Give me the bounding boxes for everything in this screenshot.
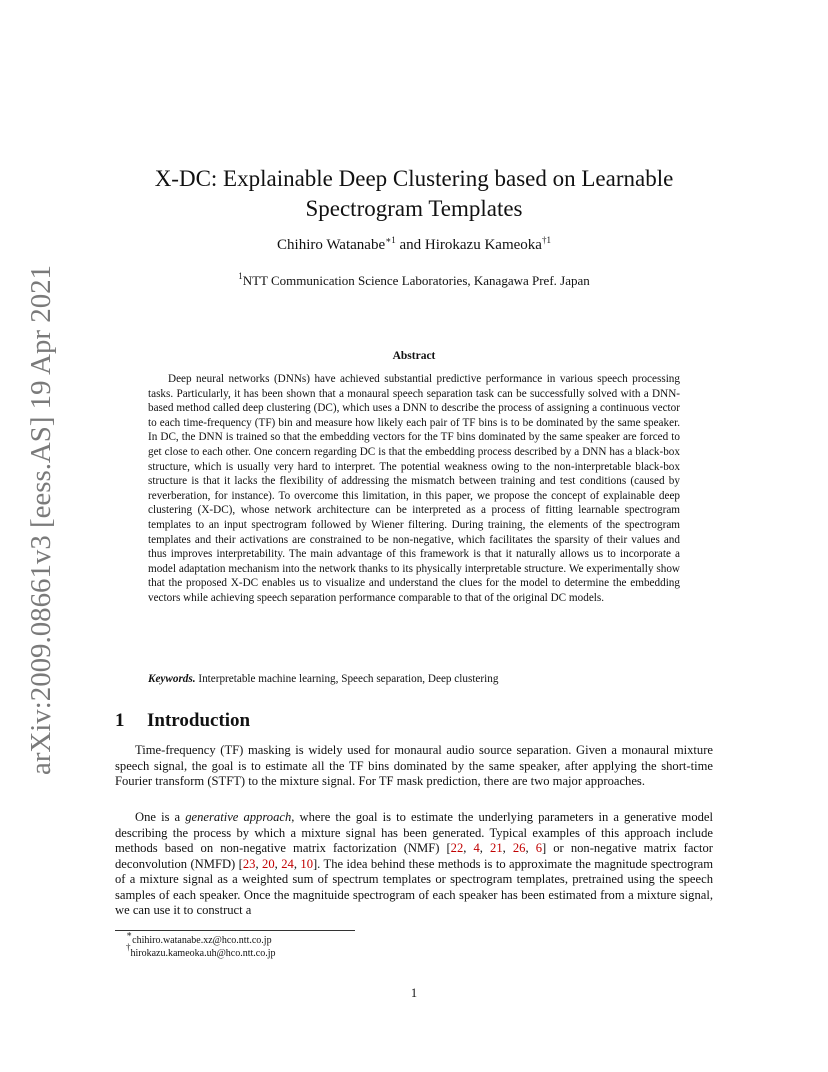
cite-sep: ,	[293, 856, 301, 871]
author-1-mark: ∗1	[385, 235, 396, 245]
author-2: Hirokazu Kameoka	[424, 237, 542, 253]
author-1: Chihiro Watanabe	[277, 237, 386, 253]
citation-link[interactable]: 24	[281, 856, 294, 871]
p2-text-b: , where the goal is to estimate the underlying parameters in a generative model describing the process by which a mixture signal has been generated. Typical examples of this approach include methods based on non-negative matrix factorization (NMF) [	[115, 810, 714, 855]
citation-link[interactable]: 6	[535, 841, 542, 855]
intro-paragraph-2	[115, 810, 713, 919]
footnote-2	[126, 942, 276, 959]
footnote-2-text: hirokazu.kameoka.uh@hco.ntt.co.jp	[130, 948, 276, 959]
p2-text-a: One is a	[135, 810, 186, 824]
keywords-text: Interpretable machine learning, Speech separation, Deep clustering	[195, 673, 499, 685]
intro-paragraph-1: Time-frequency (TF) masking is widely used for monaural audio source separation. Given a monaural mixture speech signal, the goal is to estimate all the TF bins dominated by the same speaker, after applying the short-time Fourier transform (STFT) to the mixture signal. For TF mask prediction, there are two major approaches.	[115, 743, 713, 788]
cite-sep: ,	[255, 856, 263, 871]
section-title: Introduction	[147, 710, 251, 731]
author-list	[110, 237, 718, 254]
citation-link[interactable]: 10	[300, 856, 313, 871]
p2-emphasis: generative approach	[185, 810, 292, 824]
citation-link[interactable]: 26	[512, 841, 526, 855]
cite-sep: ,	[463, 841, 474, 855]
citation-link[interactable]: 22	[450, 841, 464, 855]
keywords-label: Keywords.	[148, 673, 196, 685]
author-2-mark: †1	[541, 235, 551, 245]
affiliation	[110, 273, 718, 289]
footnote-1-mark: ∗	[126, 929, 133, 939]
footnote-1-text: chihiro.watanabe.xz@hco.ntt.co.jp	[132, 935, 272, 946]
arxiv-id: arXiv:2009.08661v3 [eess.AS] 19 Apr 2021	[26, 280, 57, 775]
author-and: and	[395, 237, 425, 253]
abstract-text: Deep neural networks (DNNs) have achieved substantial predictive performance in various speech processing tasks. Particularly, it has been shown that a monaural speech separation task can be successfully solved with a DNN-based method called deep clustering (DC), which uses a DNN to describe the process of assigning a continuous vector to each time-frequency (TF) bin and measure how likely each pair of TF bins is to be dominated by the same speaker. In DC, the DNN is trained so that the embedding vectors for the TF bins dominated by the same speaker are forced to get close to each other. One concern regarding DC is that the embedding process described by a DNN has a black-box structure, which is usually very hard to interpret. The potential weakness owing to the non-interpretable black-box structure is that it lacks the flexibility of addressing the mismatch between training and test conditions (caused by reverberation, for instance). To overcome this limitation, in this paper, we propose the concept of explainable deep clustering (X-DC), whose network architecture can be interpreted as a process of fitting learnable spectrogram templates to an input spectrogram followed by Wiener filtering. During training, the elements of the spectrogram templates and their activations are constrained to be non-negative, which facilitates the sparsity of their values and thus improves interpretability. The main advantage of this framework is that it naturally allows us to incorporate a model adaptation mechanism into the network thanks to its physically interpretable structure. We experimentally show that the proposed X-DC enables us to visualize and understand the clues for the model to determine the embedding vectors while achieving speech separation performance comparable to that of the original DC models.	[148, 373, 680, 604]
cite-sep: ,	[525, 841, 536, 855]
section-number: 1	[115, 710, 125, 731]
citation-link[interactable]: 23	[242, 856, 256, 871]
section-heading	[115, 710, 250, 732]
affiliation-text: NTT Communication Science Laboratories, Kanagawa Pref. Japan	[242, 273, 590, 288]
citation-link[interactable]: 20	[262, 856, 275, 871]
cite-sep: ,	[479, 841, 491, 855]
footnote-2-mark: †	[126, 942, 131, 952]
p2-text-c: ] or non-negative matrix factor deconvolution (NMFD) [	[115, 841, 713, 871]
cite-sep: ,	[274, 856, 282, 871]
page-number: 1	[410, 986, 418, 1000]
abstract-heading: Abstract	[392, 350, 436, 362]
affiliation-mark: 1	[238, 271, 243, 281]
citation-link[interactable]: 4	[473, 841, 480, 855]
citation-link[interactable]: 21	[490, 841, 503, 855]
p2-text-d: ]. The idea behind these methods is to approximate the magnitude spectrogram of a mixture signal as a weighted sum of spectrum templates or spectrogram templates, pretrained using the speech samples of each speaker. Once the magnituide spectrogram of each speaker has been estimated from a mixture signal, we can use it to construct a	[115, 856, 714, 917]
arxiv-stamp	[8, 260, 68, 780]
footnote-rule	[115, 930, 355, 931]
keywords	[148, 673, 680, 685]
footnote-1	[126, 929, 272, 946]
title-line-2: Spectrogram Templates	[305, 196, 523, 221]
cite-sep: ,	[502, 841, 513, 855]
paper-title	[110, 164, 718, 224]
title-line-1: X-DC: Explainable Deep Clustering based on Learnable	[154, 166, 674, 191]
